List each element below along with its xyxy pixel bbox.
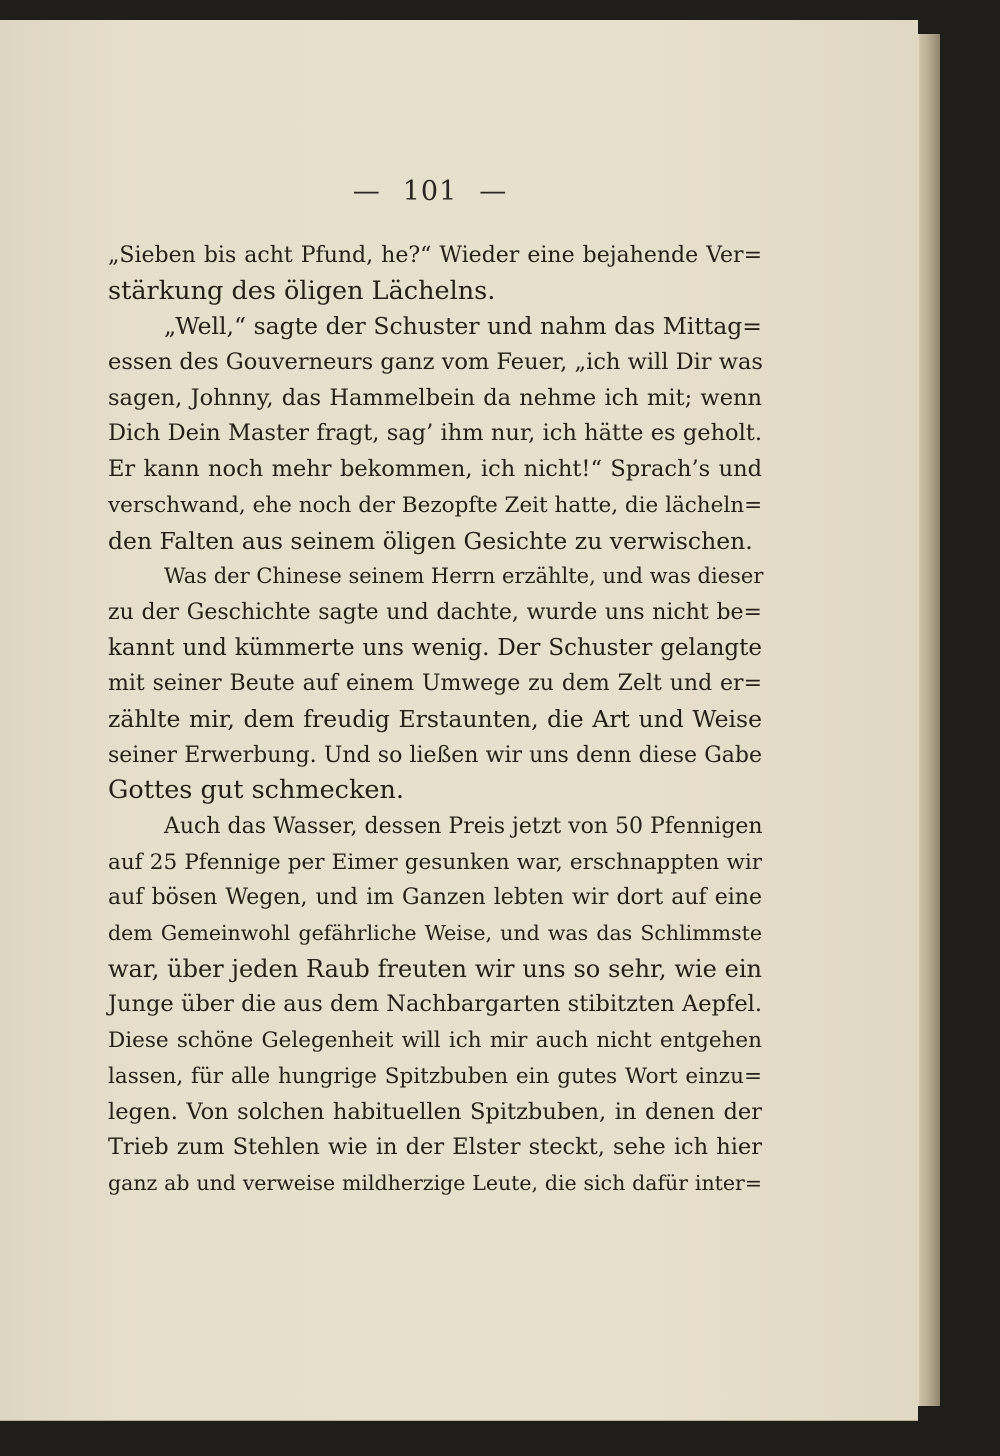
text-line: war, über jeden Raub freuten wir uns so sehr, wie ein [108,954,762,983]
text-line: essen des Gouverneurs ganz vom Feuer, „ich will Dir was [108,349,763,376]
text-line: Was der Chinese seinem Herrn erzählte, und was dieser [164,564,764,589]
text-line: Gottes gut schmecken. [108,775,405,806]
text-line: verschwand, ehe noch der Bezopfte Zeit hatte, die lächeln= [108,492,763,518]
text-line: dem Gemeinwohl gefährliche Weise, und was das Schlimmste [108,921,762,946]
text-line: mit seiner Beute auf einem Umwege zu dem Zelt und er= [108,671,762,697]
text-line: den Falten aus seinem öligen Gesichte zu verwischen. [108,526,753,555]
text-line: auf bösen Wegen, und im Ganzen lebten wir dort auf eine [108,885,762,911]
text-line: sagen, Johnny, das Hammelbein da nehme ich mit; wenn [108,384,762,411]
text-line: seiner Erwerbung. Und so ließen wir uns denn diese Gabe [108,742,762,768]
text-line: Trieb zum Stehlen wie in der Elster steckt, sehe ich hier [108,1134,762,1161]
text-line: „Sieben bis acht Pfund, he?“ Wieder eine bejahende Ver= [108,243,762,268]
page-edges [918,34,940,1406]
text-line: Dich Dein Master fragt, sag’ ihm nur, ich hätte es geholt. [108,420,762,447]
text-line: Diese schöne Gelegenheit will ich mir auch nicht entgehen [108,1028,762,1054]
text-line: stärkung des öligen Lächelns. [108,275,496,306]
text-line: auf 25 Pfennige per Eimer gesunken war, erschnappten wir [108,849,762,875]
text-line: legen. Von solchen habituellen Spitzbuben, in denen der [108,1098,762,1125]
text-line: „Well,“ sagte der Schuster und nahm das Mittag= [164,312,762,341]
text-line: zählte mir, dem freudig Erstaunten, die Art und Weise [108,704,762,733]
text-line: Auch das Wasser, dessen Preis jetzt von 50 Pfennigen [164,814,763,839]
text-line: lassen, für alle hungrige Spitzbuben ein gutes Wort einzu= [108,1063,762,1089]
page-number-value: 101 [402,176,458,207]
page-number: — 101 — [352,176,508,207]
text-line: Er kann noch mehr bekommen, ich nicht!“ Sprach’s und [108,456,762,483]
text-line: zu der Geschichte sagte und dachte, wurde uns nicht be= [108,599,762,625]
text-line: ganz ab und verweise mildherzige Leute, die sich dafür inter= [108,1170,762,1195]
body-text [108,238,762,1202]
text-line: kannt und kümmerte uns wenig. Der Schuster gelangte [108,634,762,661]
book-page [0,20,918,1421]
text-line: Junge über die aus dem Nachbargarten stibitzten Aepfel. [108,991,762,1018]
